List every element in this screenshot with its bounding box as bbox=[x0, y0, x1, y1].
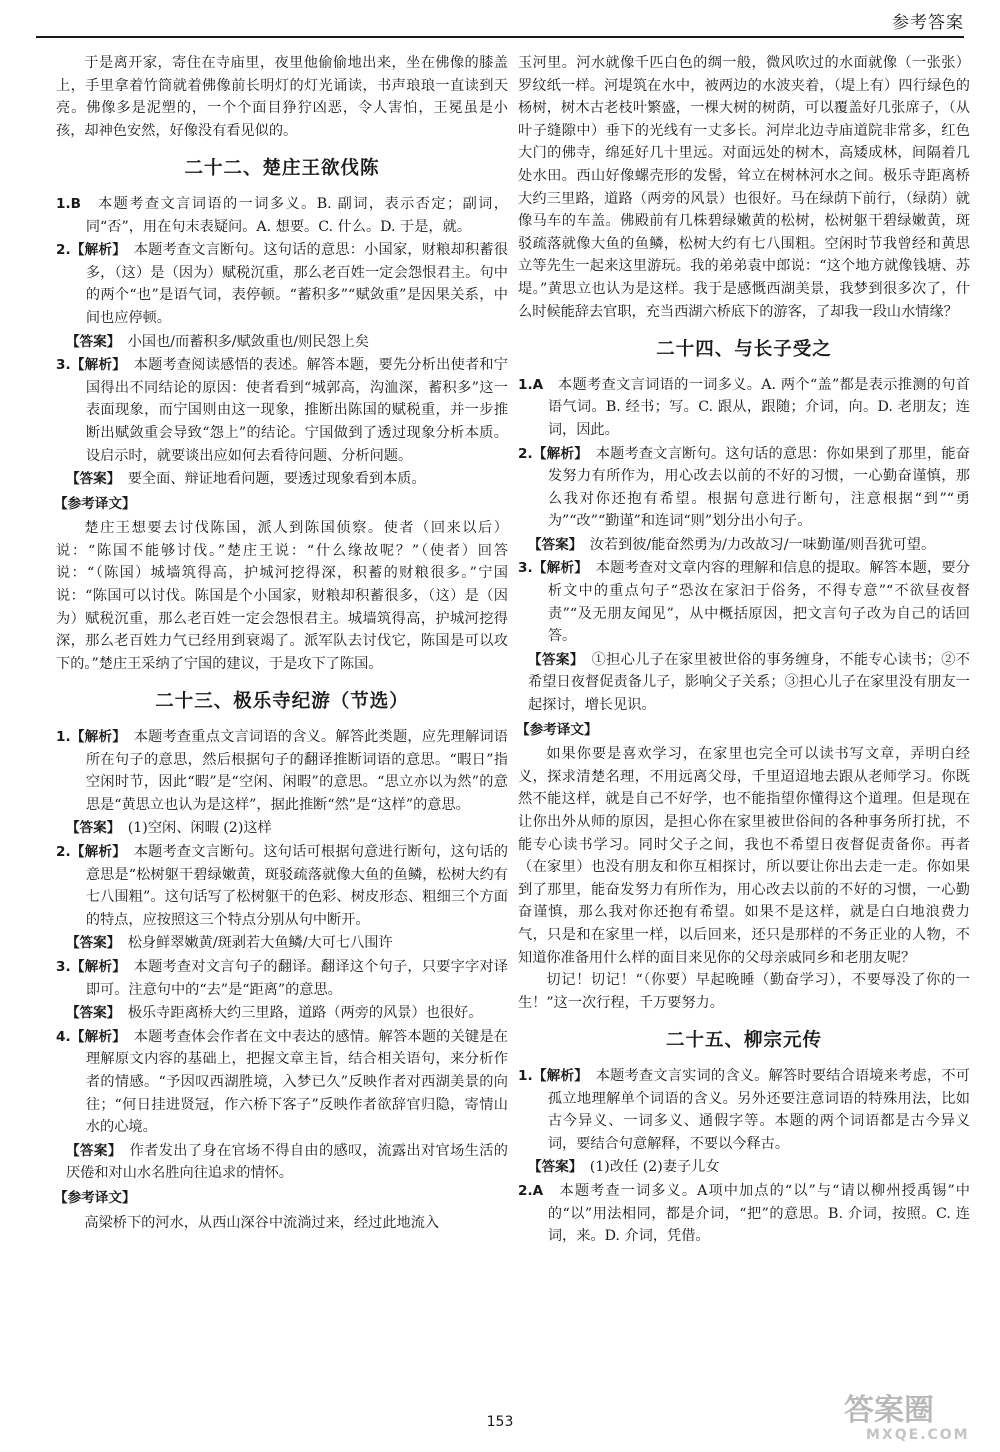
watermark-text: 答案圈 bbox=[844, 1393, 934, 1428]
s24-q3 bbox=[518, 557, 970, 647]
q-text: 本题考查文言词语的一词多义。B. 副词，表示否定；副词，同“否”，用在句末表疑问。A. 想要。C. 什么。D. 于是，就。 bbox=[85, 195, 508, 235]
q-num: 1. bbox=[56, 729, 71, 746]
answer-text: 作者发出了身在官场不得自由的感叹，流露出对官场生活的厌倦和对山水名胜向往追求的情怀。 bbox=[65, 1142, 508, 1182]
header-rule bbox=[36, 36, 964, 38]
s24-q2 bbox=[518, 443, 970, 533]
s24-ref-head: 【参考译文】 bbox=[516, 721, 598, 738]
q-text: 本题考查文言断句。这句话可根据句意进行断句，这句话的意思是“松树躯干碧绿嫩黄，斑驳疏落就像大鱼的鱼鳞，松树大约有七八围粗”。这句话写了松树躯干的色彩、树皮形态、粗细三个方面的特点，应按照这三个特点分别从句中断开。 bbox=[85, 844, 508, 928]
s24-ref-paragraph-1: 如果你要是喜欢学习，在家里也完全可以读书写文章，弄明白经义，探求清楚名理，不用远离父母，千里迢迢地去跟从老师学习。你既然不能这样，就是自己不好学，也不能指望你懂得这个道理。但是现在让你出外从师的原因，是担心你在家里被世俗间的各种事务所打扰，不能专心读书学习。同时父子之间，我也不希望日夜督促责备你。再者（在家里）也没有朋友和你互相探讨，所以要让你出去走一走。你如果到了那里，能奋发努力有所作为，用心改去以前的不好的习惯，一心勤奋谨慎，那么我对你还抱有希望。如果不是这样，就是白白地浪费力气，只是和在家里一样，以后回来，还只是那样的不务正业的人物，不知道你准备用什么样的面目来见你的父母亲戚同乡和老朋友呢？ bbox=[518, 746, 970, 966]
s22-ref-paragraph: 楚庄王想要去讨伐陈国，派人到陈国侦察。使者（回来以后）说：“陈国不能够讨伐。”楚庄王说：“什么缘故呢？”（使者）回答说：“（陈国）城墙筑得高，护城河挖得深，积蓄的财粮很多。”宁国说：“陈国可以讨伐。陈国是个小国家，财粮却积蓄很多，（这）是（因为）赋税沉重，那么老百姓一定会怨恨君主。城墙筑得高，护城河挖得深，那么老百姓力气已经用到衰竭了。派军队去讨伐它，陈国是可以攻下的。”楚庄王采纳了宁国的建议，于是攻下了陈国。 bbox=[56, 520, 508, 672]
q-text: 本题考查对文言句子的翻译。翻译这个句子，只要字字对译即可。注意句中的“去”是“距离”的意思。 bbox=[85, 958, 508, 998]
answer-text: (1)改任 (2)妻子儿女 bbox=[589, 1159, 720, 1176]
s22-q1 bbox=[56, 193, 508, 238]
answer-tag: 【答案】 bbox=[65, 1142, 116, 1159]
answer-tag: 【答案】 bbox=[65, 471, 114, 488]
q-num: 3. bbox=[56, 958, 71, 975]
s23-q3-answer bbox=[56, 1002, 508, 1025]
answer-text: 松身鲜翠嫩黄/斑剥若大鱼鳞/大可七八围许 bbox=[127, 935, 393, 952]
q-tag: 【解析】 bbox=[70, 958, 120, 975]
q-text: 本题考查对文章内容的理解和信息的提取。解答本题，要分析文中的重点句子“恐汝在家汩于俗务，不得专意”“不欲昼夜督责”“及无朋友闻见”，从中概括原因，把文言句子改为自己的话回答。 bbox=[547, 560, 970, 645]
s25-q1-answer bbox=[518, 1156, 970, 1179]
s22-q2 bbox=[56, 239, 508, 329]
watermark-sub: MXQE.COM bbox=[866, 1427, 970, 1443]
s23-q2 bbox=[56, 841, 508, 931]
q-num: 1. bbox=[518, 376, 533, 393]
q-tag: 【解析】 bbox=[70, 1028, 120, 1045]
s23-q2-answer bbox=[56, 932, 508, 955]
answer-text: 极乐寺距离桥大约三里路，道路（两旁的风景）也很好。 bbox=[127, 1005, 483, 1022]
q-num: 2. bbox=[518, 445, 533, 462]
s23-q4 bbox=[56, 1026, 508, 1139]
left-column bbox=[56, 52, 508, 1234]
answer-tag: 【答案】 bbox=[65, 1005, 114, 1022]
section-title-24: 二十四、与长子受之 bbox=[656, 339, 832, 361]
page-number: 153 bbox=[486, 1414, 514, 1430]
q-num: 3. bbox=[56, 357, 71, 374]
q-num: 2. bbox=[56, 844, 71, 860]
q-num: 2. bbox=[518, 1182, 533, 1199]
s23-ref-continued: 玉河里。河水就像千匹白色的绸一般，微风吹过的水面就像（一张张）罗纹纸一样。河堤筑在水中，被两边的水波夹着，（堤上有）四行绿色的杨树，树木古老枝叶繁盛，一棵大树的树荫，可以覆盖好几张席子，（从叶子缝隙中）垂下的光线有一丈多长。河岸北边寺庙道院非常多，红色大门的佛寺，绵延好几十里远。对面远处的树木，高矮成林，间隔着几处水田。西山好像螺壳形的发髻，耸立在树林河水之间。极乐寺距离桥大约三里路，道路（两旁的风景）也很好。马在绿荫下前行，（绿荫）就像马车的车盖。佛殿前有几株碧绿嫩黄的松树，松树躯干碧绿嫩黄，斑驳疏落就像大鱼的鱼鳞，松树大约有七八围粗。空闲时节我曾经和黄思立等先生一起来这里游玩。我的弟弟袁中郎说：“这个地方就像钱塘、苏堤。”黄思立也认为是这样。我于是感慨西湖美景，我梦到很多次了，什么时候能辞去官职，充当西湖六桥底下的游客，了却我一段山水情缘？ bbox=[518, 55, 970, 320]
q-tag: 【解析】 bbox=[70, 357, 120, 374]
answer-tag: 【答案】 bbox=[527, 1159, 576, 1176]
s22-q3 bbox=[56, 354, 508, 467]
q-text: 本题考查重点文言词语的含义。解答此类题，应先理解词语所在句子的意思，然后根据句子的翻译推断词语的意思。“暇日”指空闲时节，因此“暇”是“空闲、闲暇”的意思。“思立亦以为然”的意思是“黄思立也认为是这样”，据此推断“然”是“这样”的意思。 bbox=[85, 729, 508, 813]
s25-q1 bbox=[518, 1065, 970, 1155]
watermark-logo bbox=[836, 1384, 986, 1444]
s22-q3-answer bbox=[56, 468, 508, 491]
s22-ref-head: 【参考译文】 bbox=[54, 495, 136, 512]
q-tag: B bbox=[70, 195, 81, 212]
q-num: 1. bbox=[56, 195, 71, 212]
s24-ref-paragraph-2: 切记！切记！“（你要）早起晚睡（勤奋学习），不要辱没了你的一生！”这一次行程，千万要努力。 bbox=[518, 972, 970, 1011]
q-num: 2. bbox=[56, 242, 71, 259]
answer-text: 小国也/而蓄积多/赋敛重也/则民怨上矣 bbox=[127, 333, 370, 350]
s23-q1 bbox=[56, 726, 508, 816]
s23-q3 bbox=[56, 956, 508, 1001]
answer-tag: 【答案】 bbox=[527, 651, 578, 668]
q-text: 本题考查文言断句。这句话的意思：你如果到了那里，能奋发努力有所作为，用心改去以前的不好的习惯，一心勤奋谨慎，那么我对你还抱有希望。根据句意进行断句，注意根据“到”“勇为”“改”“勤谨”和连词“则”划分出小句子。 bbox=[547, 445, 970, 530]
q-text: 本题考查文言断句。这句话的意思：小国家，财粮却积蓄很多，（这）是（因为）赋税沉重，那么老百姓一定会怨恨君主。句中的两个“也”是语气词，表停顿。“蓄积多”“赋敛重”是因果关系，中间也应停顿。 bbox=[85, 242, 508, 326]
header-label: 参考答案 bbox=[892, 13, 964, 33]
s24-q3-answer bbox=[518, 649, 970, 717]
s23-ref-head: 【参考译文】 bbox=[54, 1189, 136, 1206]
section-title-22: 二十二、楚庄王欲伐陈 bbox=[184, 158, 380, 180]
section-title-23: 二十三、极乐寺纪游（节选） bbox=[155, 691, 409, 713]
answer-text: ①担心儿子在家里被世俗的事务缠身，不能专心读书；②不希望日夜督促责备儿子，影响父子关系；③担心儿子在家里没有朋友一起探讨，增长见识。 bbox=[527, 651, 970, 714]
q-tag: A bbox=[532, 1182, 544, 1199]
q-text: 本题考查一词多义。A项中加点的“以”与“请以柳州授禹锡”中的“以”用法相同，都是介词，“把”的意思。B. 介词，按照。C. 连词，来。D. 介词，凭借。 bbox=[547, 1182, 970, 1245]
s24-q1 bbox=[518, 374, 970, 442]
s23-q1-answer bbox=[56, 817, 508, 840]
q-num: 1. bbox=[518, 1067, 533, 1084]
s23-ref-start: 高梁桥下的河水，从西山深谷中流淌过来，经过此地流入 bbox=[84, 1214, 440, 1231]
answer-tag: 【答案】 bbox=[65, 333, 114, 350]
s23-q4-answer bbox=[56, 1140, 508, 1185]
s24-q2-answer bbox=[518, 534, 970, 557]
q-text: 本题考查阅读感悟的表述。解答本题，要先分析出使者和宁国得出不同结论的原因：使者看到“城郭高，沟洫深，蓄积多”这一表面现象，而宁国则由这一现象，推断出陈国的赋税重，并一步推断出赋敛重会导致“怨上”的结论。宁国做到了透过现象分析本质。设启示时，就要谈出应如何去看待问题、分析问题。 bbox=[85, 357, 508, 464]
q-text: 本题考查体会作者在文中表达的感情。解答本题的关键是在理解原文内容的基础上，把握文章主旨，结合相关语句，来分析作者的情感。“予因叹西湖胜境，入梦已久”反映作者对西湖美景的向往；“何日挂进贤冠，作六桥下客子”反映作者欲辞官归隐，寄情山水的心境。 bbox=[85, 1028, 508, 1136]
answer-tag: 【答案】 bbox=[65, 820, 114, 837]
section-title-25: 二十五、柳宗元传 bbox=[665, 1030, 822, 1052]
answer-tag: 【答案】 bbox=[527, 536, 576, 553]
q-tag: 【解析】 bbox=[70, 844, 120, 860]
q-tag: A bbox=[532, 376, 544, 393]
intro-paragraph: 于是离开家，寄住在寺庙里，夜里他偷偷地出来，坐在佛像的膝盖上，手里拿着竹筒就着佛像前长明灯的灯光诵读，书声琅琅一直读到天亮。佛像多是泥塑的，一个个面目狰狞凶恶，令人害怕，王冕虽是小孩，却神色安然，好像没有看见似的。 bbox=[56, 55, 508, 139]
answer-text: (1)空闲、闲暇 (2)这样 bbox=[127, 820, 272, 837]
q-text: 本题考查文言词语的一词多义。A. 两个“盖”都是表示推测的句首语气词。B. 经书；写。C. 跟从，跟随；介词，向。D. 老朋友；连词，因此。 bbox=[547, 376, 970, 438]
answer-text: 要全面、辩证地看问题，要透过现象看到本质。 bbox=[127, 471, 426, 488]
q-tag: 【解析】 bbox=[532, 560, 582, 577]
s25-q2 bbox=[518, 1180, 970, 1248]
q-tag: 【解析】 bbox=[532, 1067, 582, 1084]
q-num: 4. bbox=[56, 1028, 71, 1045]
s22-q2-answer bbox=[56, 331, 508, 354]
right-column bbox=[518, 52, 970, 1249]
q-tag: 【解析】 bbox=[70, 729, 120, 746]
answer-text: 汝若到彼/能奋然勇为/力改故习/一味勤谨/则吾犹可望。 bbox=[589, 536, 936, 553]
q-text: 本题考查文言实词的含义。解答时要结合语境来考虑，不可孤立地理解单个词语的含义。另外还要注意词语的特殊用法，比如古今异义、一词多义、通假字等。本题的两个词语都是古今异义词，要结合句意解释，不要以今释古。 bbox=[547, 1067, 970, 1152]
answer-tag: 【答案】 bbox=[65, 935, 114, 952]
q-tag: 【解析】 bbox=[532, 445, 582, 462]
q-tag: 【解析】 bbox=[70, 242, 120, 259]
q-num: 3. bbox=[518, 560, 533, 577]
